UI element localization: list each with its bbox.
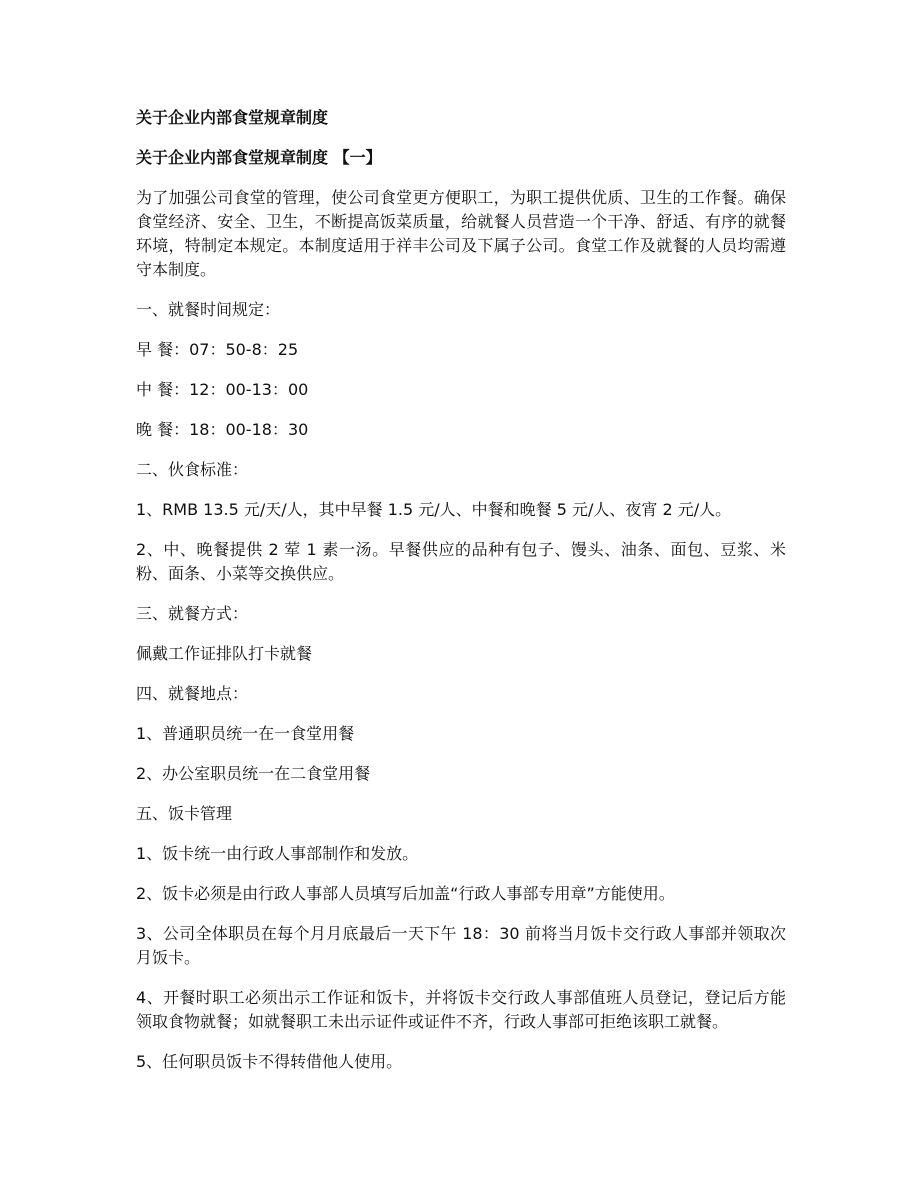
section-5-item-1: 1、饭卡统一由行政人事部制作和发放。 [136, 844, 419, 863]
section-2-item-1: 1、RMB 13.5 元/天/人，其中早餐 1.5 元/人、中餐和晚餐 5 元/人、夜宵 2 元/人。 [136, 500, 732, 519]
document-title: 关于企业内部食堂规章制度 [136, 108, 329, 127]
dinner-time: 晚 餐：18：00-18：30 [136, 420, 309, 439]
section-3-heading: 三、就餐方式： [136, 604, 249, 623]
section-5-heading: 五、饭卡管理 [136, 804, 233, 823]
section-1-heading: 一、就餐时间规定： [136, 300, 281, 319]
section-4-item-2: 2、办公室职员统一在二食堂用餐 [136, 764, 371, 783]
breakfast-time: 早 餐：07：50-8：25 [136, 340, 299, 359]
section-5-item-5: 5、任何职员饭卡不得转借他人使用。 [136, 1052, 403, 1071]
section-2-item-2: 2、中、晚餐提供 2 荤 1 素一汤。早餐供应的品种有包子、馒头、油条、面包、豆浆、米粉、面条、小菜等交换供应。 [136, 540, 786, 583]
section-5-item-3: 3、公司全体职员在每个月月底最后一天下午 18：30 前将当月饭卡交行政人事部并领取次月饭卡。 [136, 924, 786, 967]
section-2-heading: 二、伙食标准： [136, 460, 249, 479]
intro-paragraph: 为了加强公司食堂的管理，使公司食堂更方便职工，为职工提供优质、卫生的工作餐。确保食堂经济、安全、卫生，不断提高饭菜质量，给就餐人员营造一个干净、舒适、有序的就餐环境，特制定本规定。本制度适用于祥丰公司及下属子公司。食堂工作及就餐的人员均需遵守本制度。 [136, 188, 786, 279]
section-4-item-1: 1、普通职员统一在一食堂用餐 [136, 724, 355, 743]
document-body [136, 106, 786, 1090]
lunch-time: 中 餐：12：00-13：00 [136, 380, 309, 399]
document-subtitle: 关于企业内部食堂规章制度 【一】 [136, 148, 382, 167]
section-5-item-4: 4、开餐时职工必须出示工作证和饭卡，并将饭卡交行政人事部值班人员登记，登记后方能领取食物就餐；如就餐职工未出示证件或证件不齐，行政人事部可拒绝该职工就餐。 [136, 988, 786, 1031]
section-3-body: 佩戴工作证排队打卡就餐 [136, 644, 313, 663]
section-4-heading: 四、就餐地点： [136, 684, 249, 703]
section-5-item-2: 2、饭卡必须是由行政人事部人员填写后加盖“行政人事部专用章”方能使用。 [136, 884, 675, 903]
